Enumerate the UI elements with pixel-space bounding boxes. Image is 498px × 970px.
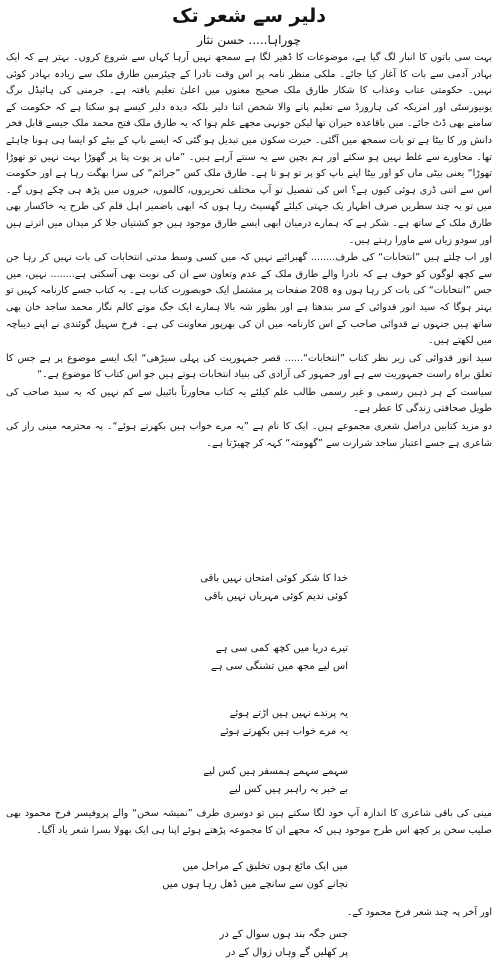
- poem-stanza: [148, 763, 348, 799]
- poem-line: اس لیے مجھ میں تشنگی سی ہے: [210, 661, 348, 672]
- paragraph: دو مزید کتابیں دراصل شعری مجموعے ہیں۔ ایک کا نام ہے ”یہ مرے خواب ہیں بکھرتے ہوئے“۔ یہ محترمہ مینی راز کی شاعری ہے جسے اعتبار ساجد شرارت سے ”گھومتہ“ کہہ کر چھیڑتا ہے۔: [6, 421, 492, 449]
- poem-line: کوئی ندیم کوئی مہرباں نہیں باقی: [204, 591, 348, 602]
- poem-line: یہ مرے خواب ہیں بکھرتے ہوئے: [219, 726, 348, 737]
- poem-stanza: [148, 570, 348, 606]
- poem-stanza: [148, 705, 348, 741]
- paragraph: بہت سی باتوں کا انبار لگ گیا ہے، موضوعات کا ڈھیر لگا ہے سمجھ نہیں آرہا کہاں سے شروع کروں۔ بہتر ہے کہ ایک بہادر آدمی سے بات کا آغاز کیا جائے۔ ملکی منظر نامہ پر اس وقت نادرا کے چیئرمین طارق ملک سے زیادہ بہادر کوئی نہیں۔ حکومتی عتاب وعذاب کا شکار طارق ملک صحیح معنوں میں اعلیٰ تعلیم یافتہ ہے۔ جرمنی کی ہائیڈل برگ یونیورسٹی اور امریکہ کی ہارورڈ سے تعلیم پانے والا شخص اتنا دلیر بلکہ دیدہ دلیر کیسے ہو سکتا ہے کہ حکومت کے سامنے بھی ڈٹ جائے۔ میں باقاعدہ حیران تھا لیکن جونہی مجھے علم ہوا کہ یہ طارق ملک فتح محمد ملک جیسے قابل فخر دانش ور کا بیٹا ہے تو بات سمجھ میں آگئی۔ حیرت سکون میں تبدیل ہو گئی کہ ایسے باپ کے بیٹے کو ایسا ہی ہونا چاہئے تھا۔ محاورے سے غلط نہیں ہو سکتے اور ہم بچپن سے یہ سنتے آرہے ہیں۔ ”ماں پر پوت پتا پر گھوڑا بہت نہیں تو تھوڑا تھوڑا“ یعنی بیٹی ماں کو اور بیٹا اپنے باپ کو پر تو ہو تا ہے۔ طارق ملک کس ”جرائم“ کی سزا بھگت رہا ہے اور حکومت اس سے اتنی ڈری ہوئی کیوں ہے؟ اس کی تفصیل تو آپ مختلف تحریروں، کالموں، خبروں میں پڑھ ہی چکے ہوں گے۔ میں تو یہ چند سطریں صرف اظہار یک جہتی کیلئے گھسیٹ رہا ہوں کہ ابھی باضمیر اہل قلم کی طرح یہ خاکسار بھی طارق ملک کے ساتھ ہے۔ شکر ہے کہ ہمارے درمیان ابھی ایسے طارق موجود ہیں جو کشتیاں جلا کر میدان میں اترتے ہیں اور سودو زیاں سے ماورا رہتے ہیں۔: [6, 52, 492, 246]
- poem-line: نجانے کون سے سانچے میں ڈھل رہا ہوں میں: [162, 879, 348, 890]
- paragraph: سید انور قدوائی کی زیر نظر کتاب ”انتخابات“...... قصر جمہوریت کی پہلی سیڑھی“ ایک ایسے موضوع پر ہے جس کا تعلق براہ راست جمہوریت سے ہے اور جمہور کی آزادی کی بنیاد انتخابات ہوتے ہیں جو اس کتاب کا موضوع ہے۔“: [6, 352, 492, 381]
- poem-line: یہ پرندے نہیں ہیں اڑتے ہوئے: [229, 708, 348, 719]
- poem-line: تیرے دریا میں کچھ کمی سی ہے: [215, 643, 348, 654]
- poem-line: جس جگہ بند ہوں سوال کے در: [219, 929, 348, 940]
- poem-line: خدا کا شکر کوئی امتحاں نہیں باقی: [200, 573, 348, 584]
- poem-stanza: [148, 640, 348, 676]
- paragraph: اور اب چلتے ہیں ”انتخابات“ کی طرف........ گھبرائیے نہیں کہ میں کسی وسط مدتی انتخابات کی بات نہیں کر رہا جن سے کچھ لوگوں کو خوف ہے کہ نادرا والے طارق ملک کے عدم وتعاون سے ان کی نوبت بھی آسکتی ہے........ نہیں، میں جس ”انتخابات“ کی بات کر رہا ہوں وہ 208 صفحات پر مشتمل ایک خوبصورت کتاب ہے۔ یہ کتاب جسے کارنامہ کہیں تو بہتر ہوگا کہ سید انور قدوائی کے سر بندھتا ہے اور بطور شہ بالا ہمارے ایک جگ موتے کالم نگار محمد ساجد خان بھی ساتھ ہیں جنہوں نے قدوائی صاحب کے اس کارنامہ میں ان کی بھرپور معاونت کی ہے۔ فرخ سہیل گوئندی نے اپنے دیباچہ میں لکھتے ہیں۔: [6, 252, 492, 347]
- poem-line: سہمے سہمے ہمسفر ہیں کس لیے: [203, 766, 348, 777]
- closing-paragraph: مینی کی باقی شاعری کا اندازہ آپ خود لگا سکتے ہیں تو دوسری طرف ”نمیشہ سخن“ والے پروفیسر فرخ محمود بھی صلیب سخن پر کچھ اس طرح موجود ہیں کہ مجھے ان کا مجموعہ پڑھتے ہوئے اپنا ہی ایک بھولا بسرا شعر یاد آگیا۔: [6, 808, 492, 836]
- poem-stanza: [98, 858, 348, 894]
- poem-line: پر کھلیں گے وہاں زوال کے در: [226, 947, 348, 958]
- article-byline: چوراہا..... حسن نثار: [197, 33, 301, 47]
- paragraph: سیاست کے ہر ذہین رسمی و غیر رسمی طالب علم کیلئے یہ کتاب محاورتاً بائیبل سے کم نہیں کہ یہ سید صاحب کی طویل صحافتی زندگی کا عطر ہے۔: [6, 386, 492, 415]
- final-intro: اور آخر پہ چند شعر فرخ محمود کے۔: [346, 907, 492, 918]
- article-title: دلیر سے شعر تک: [172, 5, 326, 27]
- poem-line: میں ایک مائع ہوں تخلیق کے مراحل میں: [182, 861, 348, 872]
- poem-stanza: [148, 926, 348, 962]
- poem-line: بے خبر یہ راہبر ہیں کس لیے: [229, 784, 348, 795]
- article-body: [6, 50, 492, 453]
